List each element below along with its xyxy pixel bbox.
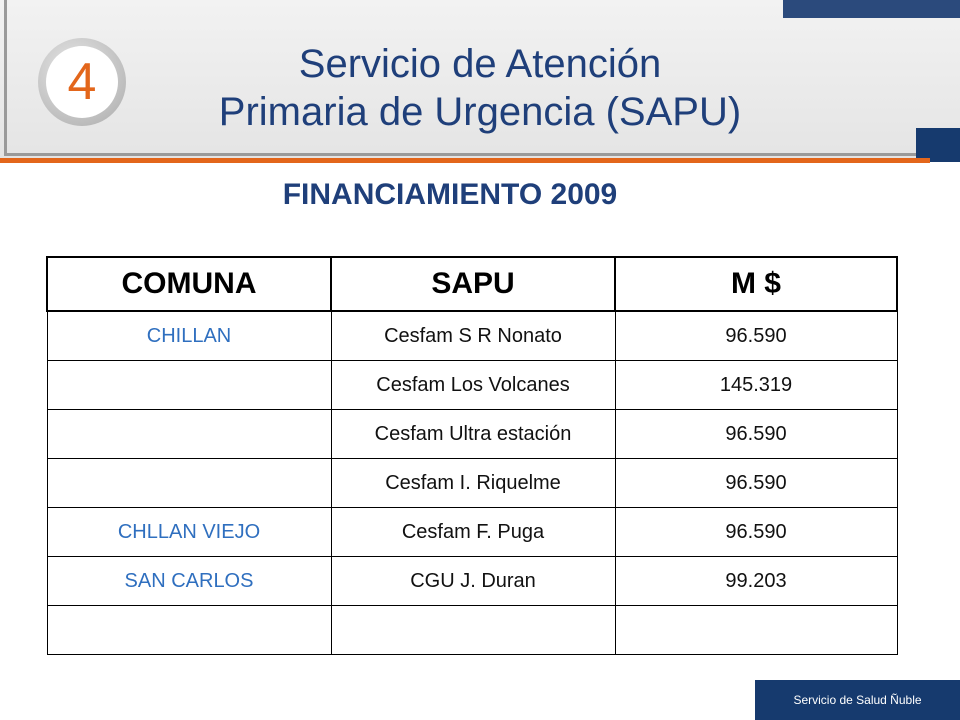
cell-sapu: Cesfam I. Riquelme (331, 459, 615, 508)
column-header-monto: M $ (615, 257, 897, 311)
cell-comuna: CHLLAN VIEJO (47, 508, 331, 557)
column-header-sapu: SAPU (331, 257, 615, 311)
cell-monto: 145.319 (615, 361, 897, 410)
table-row (47, 361, 897, 410)
table-row (47, 311, 897, 361)
table-header-row (47, 257, 897, 311)
slide-number-badge (38, 38, 126, 126)
cell-monto: 99.203 (615, 557, 897, 606)
cell-sapu (331, 606, 615, 655)
cell-comuna: CHILLAN (47, 311, 331, 361)
slide-number: 4 (46, 46, 118, 118)
cell-sapu: Cesfam Ultra estación (331, 410, 615, 459)
subtitle: FINANCIAMIENTO 2009 (282, 178, 618, 211)
table-row (47, 557, 897, 606)
table-row (47, 606, 897, 655)
blue-accent-block-right (916, 128, 960, 162)
footer-organization: Servicio de Salud Ñuble (755, 680, 960, 720)
title-line-2: Primaria de Urgencia (SAPU) (218, 90, 742, 134)
title-line-1: Servicio de Atención (298, 42, 662, 86)
cell-comuna (47, 361, 331, 410)
financing-table (46, 256, 898, 655)
cell-comuna: SAN CARLOS (47, 557, 331, 606)
cell-monto (615, 606, 897, 655)
cell-sapu: Cesfam Los Volcanes (331, 361, 615, 410)
cell-monto: 96.590 (615, 311, 897, 361)
cell-sapu: Cesfam F. Puga (331, 508, 615, 557)
cell-comuna (47, 459, 331, 508)
slide-title (150, 40, 810, 136)
cell-monto: 96.590 (615, 410, 897, 459)
cell-monto: 96.590 (615, 508, 897, 557)
table-row (47, 508, 897, 557)
cell-sapu: Cesfam S R Nonato (331, 311, 615, 361)
cell-monto: 96.590 (615, 459, 897, 508)
table-row (47, 459, 897, 508)
column-header-comuna: COMUNA (47, 257, 331, 311)
orange-divider (0, 158, 930, 163)
cell-sapu: CGU J. Duran (331, 557, 615, 606)
cell-comuna (47, 606, 331, 655)
table-row (47, 410, 897, 459)
cell-comuna (47, 410, 331, 459)
blue-accent-block-top (783, 0, 960, 18)
